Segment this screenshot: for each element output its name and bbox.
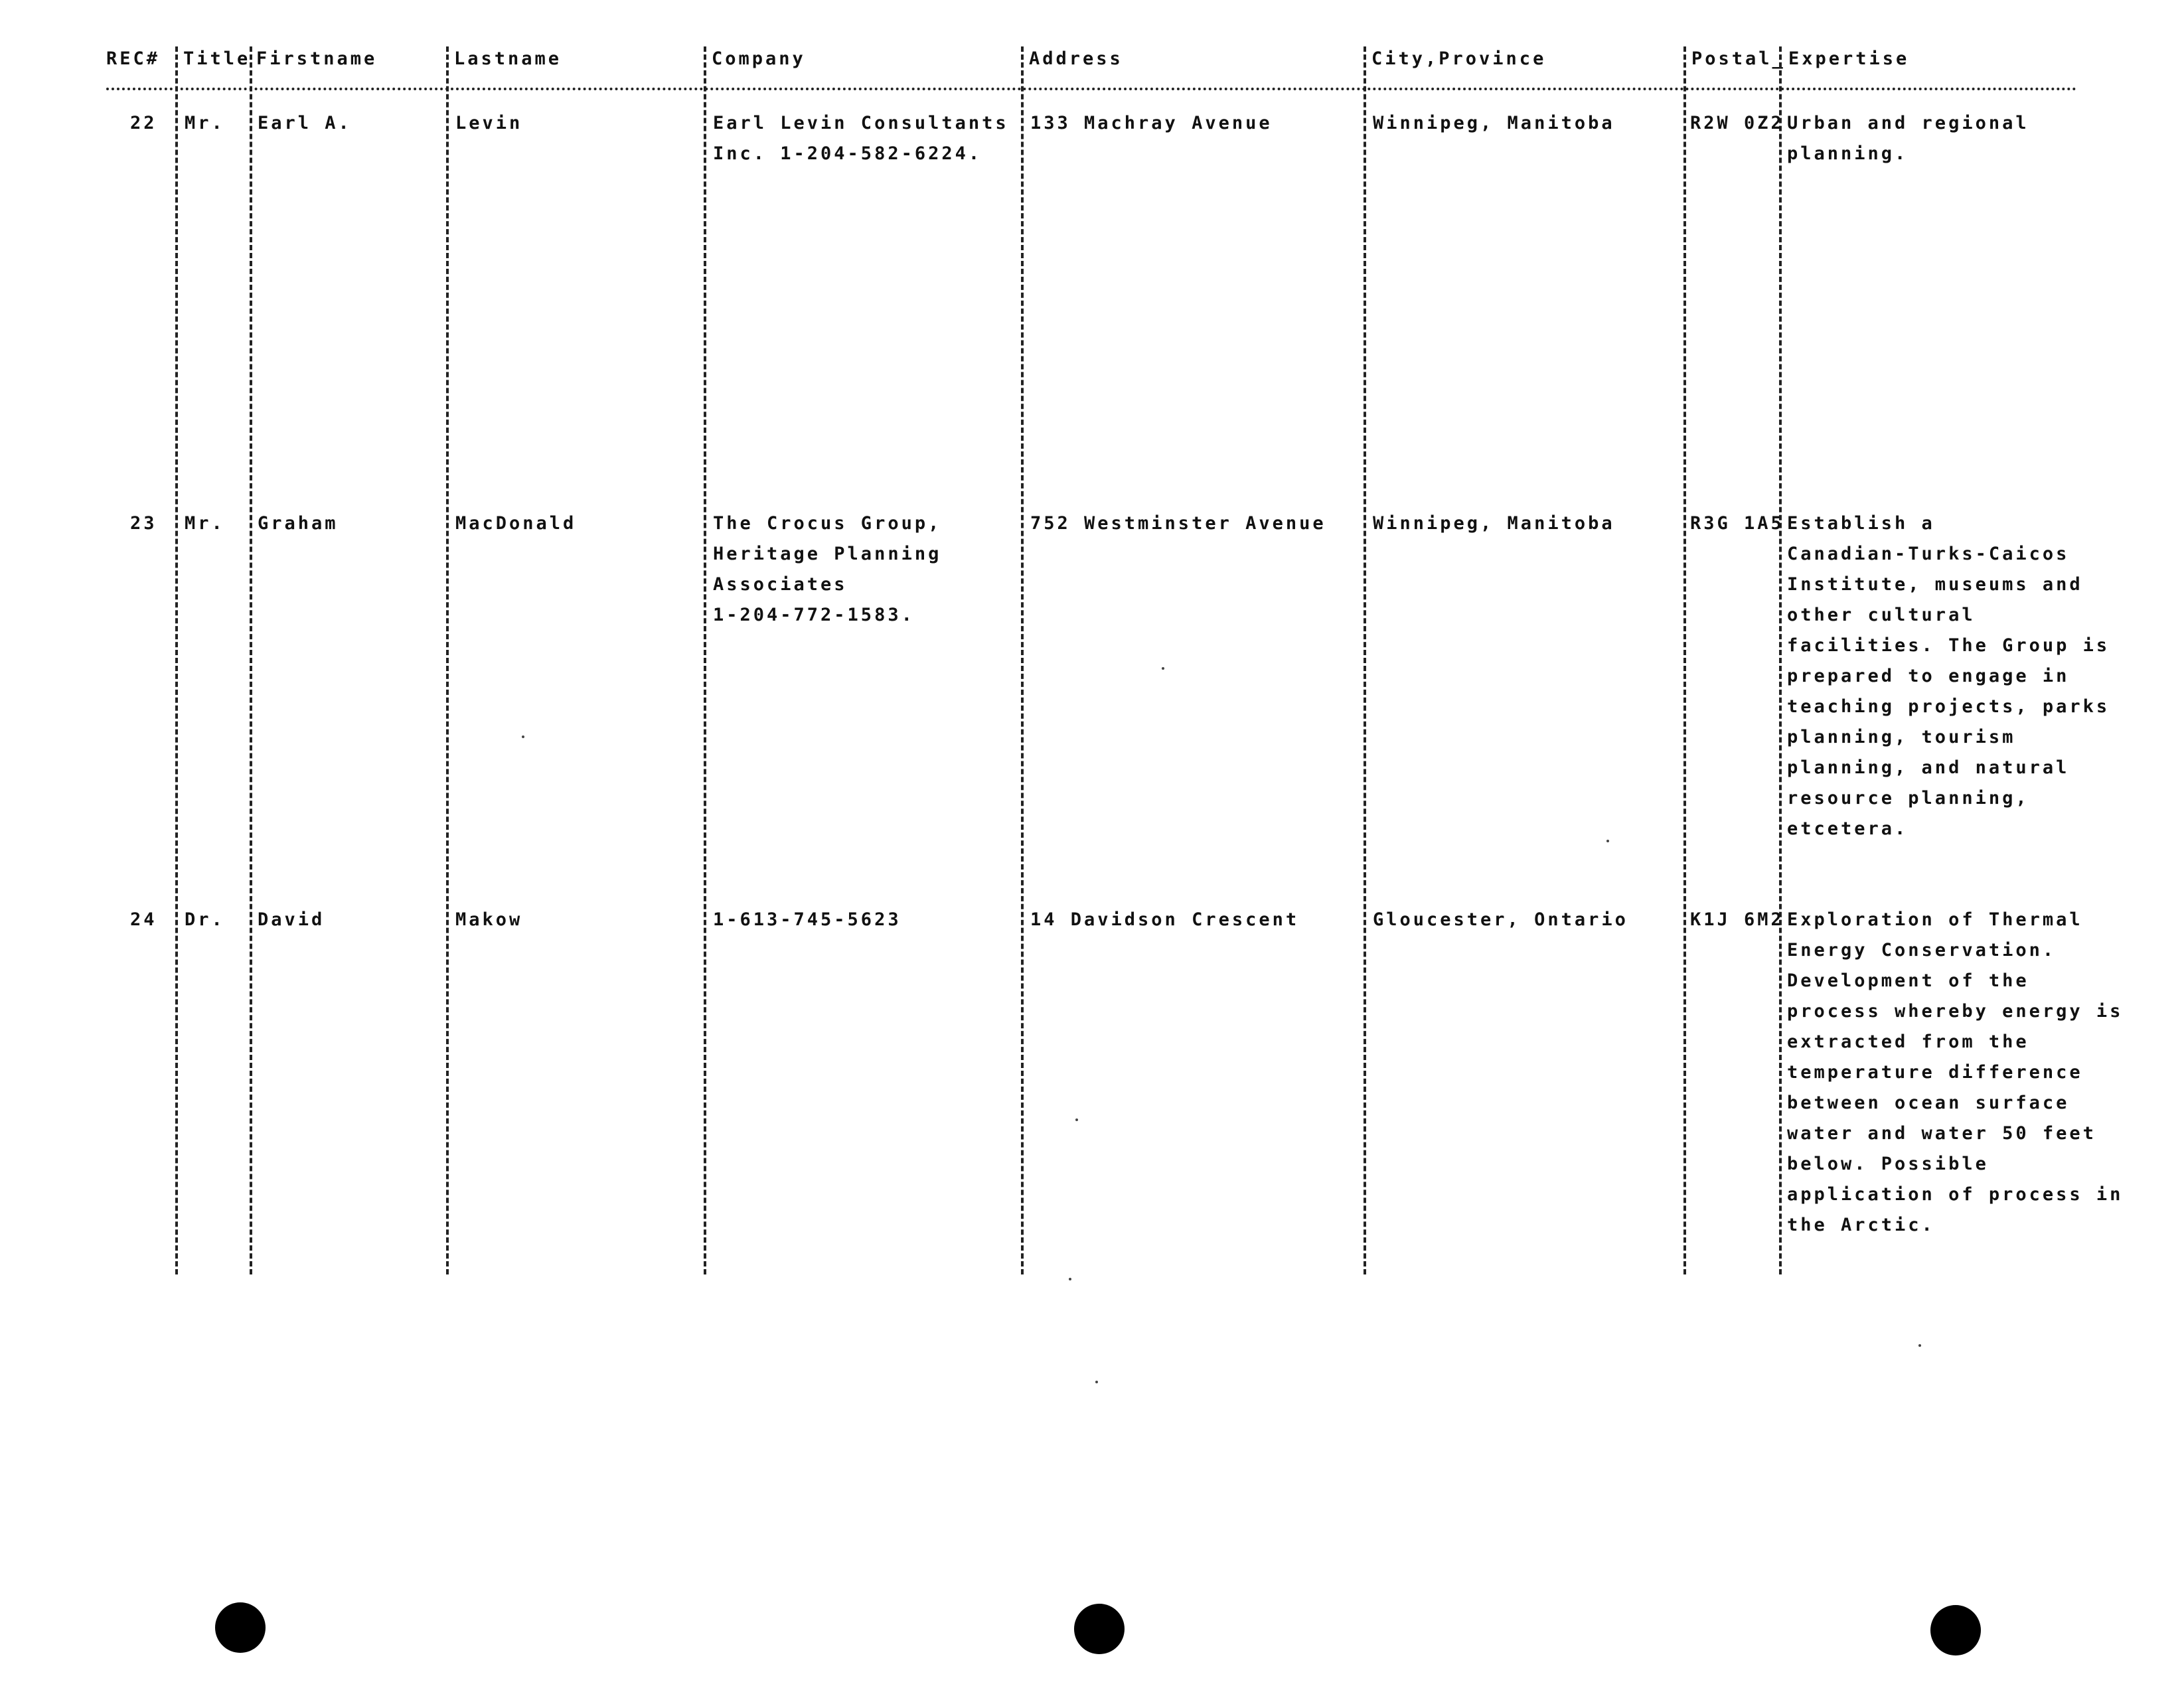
record-rec-number: 24 <box>130 909 157 930</box>
expertise-line: prepared to engage in <box>1787 666 2070 686</box>
column-separator <box>704 46 706 1274</box>
header-company: Company <box>712 48 806 69</box>
record-postal: R2W 0Z2 <box>1690 113 1784 133</box>
expertise-line: below. Possible <box>1787 1154 1989 1174</box>
header-firstname: Firstname <box>256 48 378 69</box>
expertise-line: temperature difference <box>1787 1062 2083 1083</box>
expertise-line: process whereby energy is <box>1787 1001 2124 1022</box>
record-expertise <box>1787 508 2110 844</box>
scan-speck <box>522 735 524 738</box>
company-line: Heritage Planning <box>713 544 942 564</box>
record-rec-number: 23 <box>130 513 157 534</box>
scan-speck <box>1162 667 1164 670</box>
record-lastname: Makow <box>455 909 523 930</box>
company-line: Associates <box>713 574 848 595</box>
column-separator <box>175 46 178 1274</box>
column-separator <box>1683 46 1686 1274</box>
company-line: Inc. 1-204-582-6224. <box>713 143 982 164</box>
record-title: Mr. <box>185 113 225 133</box>
header-rec: REC# <box>106 48 161 69</box>
record-firstname: David <box>258 909 325 930</box>
expertise-line: etcetera. <box>1787 818 1909 839</box>
header-divider <box>106 88 2078 90</box>
punch-hole <box>1074 1604 1125 1654</box>
company-line: 1-204-772-1583. <box>713 605 915 625</box>
record-company <box>713 108 1009 169</box>
expertise-line: application of process in <box>1787 1184 2124 1205</box>
record-lastname: Levin <box>455 113 523 133</box>
company-line: Earl Levin Consultants <box>713 113 1009 133</box>
company-line: The Crocus Group, <box>713 513 942 534</box>
expertise-line: teaching projects, parks <box>1787 696 2110 717</box>
record-city: Winnipeg, Manitoba <box>1373 513 1615 534</box>
header-expertise: Expertise <box>1788 48 1910 69</box>
scan-speck <box>1075 1118 1078 1121</box>
record-rec-number: 22 <box>130 113 157 133</box>
expertise-line: extracted from the <box>1787 1032 2029 1052</box>
scan-speck <box>1606 840 1609 842</box>
record-address: 14 Davidson Crescent <box>1030 909 1300 930</box>
expertise-line: Establish a <box>1787 513 1935 534</box>
column-separator <box>446 46 449 1274</box>
punch-hole <box>215 1602 266 1653</box>
expertise-line: between ocean surface <box>1787 1093 2070 1113</box>
expertise-line: Urban and regional <box>1787 113 2029 133</box>
expertise-line: Canadian-Turks-Caicos <box>1787 544 2070 564</box>
record-company <box>713 508 941 631</box>
record-title: Mr. <box>185 513 225 534</box>
record-city: Gloucester, Ontario <box>1373 909 1628 930</box>
record-expertise <box>1787 905 2123 1241</box>
header-title: Title <box>183 48 251 69</box>
expertise-line: facilities. The Group is <box>1787 635 2110 656</box>
expertise-line: Exploration of Thermal <box>1787 909 2083 930</box>
record-postal: R3G 1A5 <box>1690 513 1784 534</box>
column-separator <box>1364 46 1366 1274</box>
column-separator <box>1021 46 1024 1274</box>
record-lastname: MacDonald <box>455 513 577 534</box>
expertise-line: resource planning, <box>1787 788 2029 808</box>
scan-speck <box>1095 1381 1098 1383</box>
header-lastname: Lastname <box>454 48 562 69</box>
record-address: 133 Machray Avenue <box>1030 113 1273 133</box>
column-separator <box>250 46 252 1274</box>
expertise-line: Energy Conservation. <box>1787 940 2057 960</box>
record-address: 752 Westminster Avenue <box>1030 513 1326 534</box>
expertise-line: planning, and natural <box>1787 757 2070 778</box>
expertise-line: planning, tourism <box>1787 727 2016 747</box>
record-company: 1-613-745-5623 <box>713 909 901 930</box>
expertise-line: Development of the <box>1787 970 2029 991</box>
record-expertise <box>1787 108 2029 169</box>
record-firstname: Graham <box>258 513 339 534</box>
scan-speck <box>1918 1344 1921 1347</box>
record-city: Winnipeg, Manitoba <box>1373 113 1615 133</box>
expertise-line: the Arctic. <box>1787 1215 1935 1235</box>
expertise-line: planning. <box>1787 143 1909 164</box>
record-postal: K1J 6M2 <box>1690 909 1784 930</box>
expertise-line: Institute, museums and <box>1787 574 2083 595</box>
record-firstname: Earl A. <box>258 113 352 133</box>
punch-hole <box>1930 1605 1981 1655</box>
record-title: Dr. <box>185 909 225 930</box>
column-separator <box>1779 46 1782 1274</box>
expertise-line: water and water 50 feet <box>1787 1123 2096 1144</box>
scan-speck <box>1069 1278 1071 1280</box>
expertise-line: other cultural <box>1787 605 1976 625</box>
header-address: Address <box>1029 48 1123 69</box>
header-postal: Postal_ <box>1691 48 1786 69</box>
header-city-province: City,Province <box>1371 48 1547 69</box>
